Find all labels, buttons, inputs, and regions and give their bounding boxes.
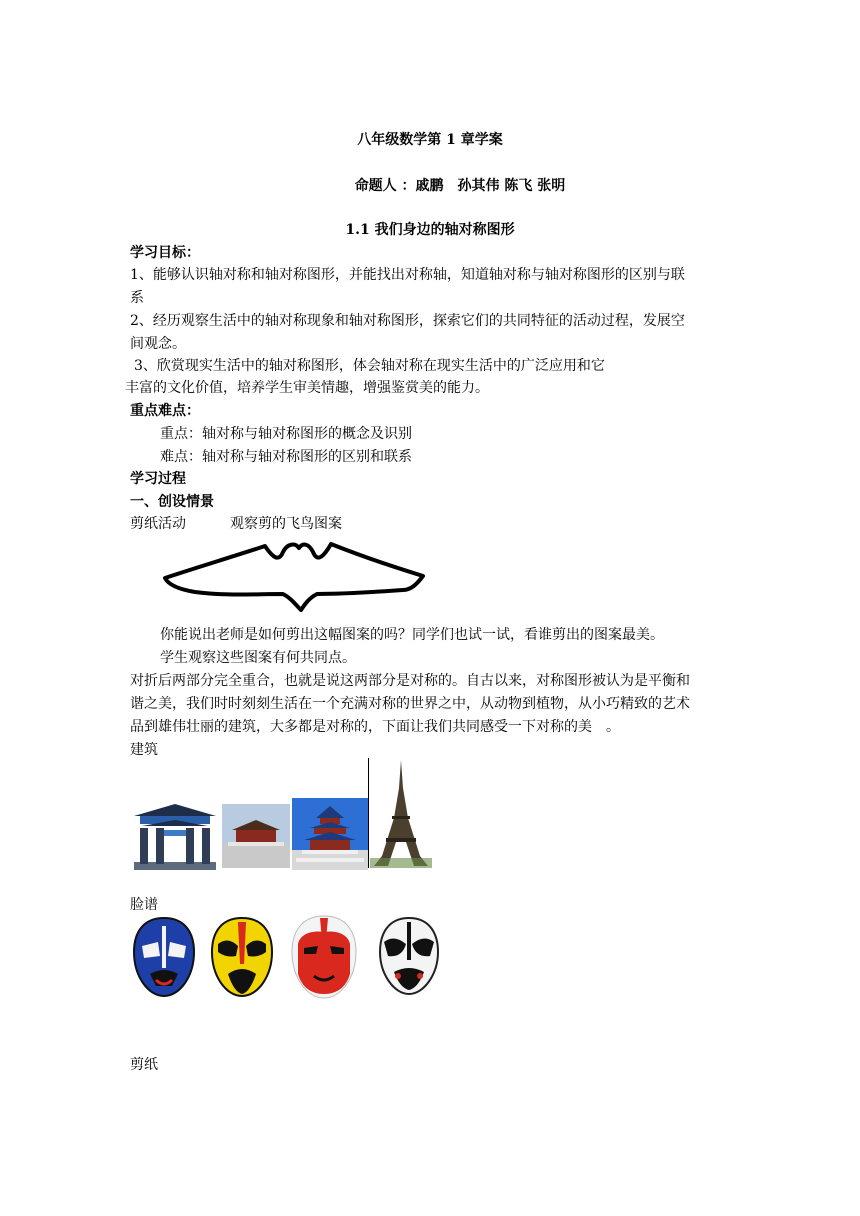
focus-key: 重点：轴对称与轴对称图形的概念及识别 <box>160 426 412 442</box>
white-mask-image <box>378 916 440 996</box>
section-title: 1.1 我们身边的轴对称图形 <box>345 222 515 238</box>
papercut-activity-label: 剪纸活动 <box>130 516 186 532</box>
architecture-label: 建筑 <box>130 742 158 758</box>
doc-title: 八年级数学第 1 章学案 <box>357 132 503 148</box>
masks-label: 脸谱 <box>130 897 158 913</box>
goal-1-line-b: 系 <box>130 290 144 306</box>
observe-bird-label: 观察剪的飞鸟图案 <box>230 516 342 532</box>
red-mask-image <box>290 914 358 1000</box>
palace-photo <box>222 804 290 868</box>
paragraph-line-1: 对折后两部分完全重合，也就是说这两部分是对称的。自古以来，对称图形被认为是平衡和 <box>130 673 690 689</box>
yellow-mask-image <box>210 916 274 998</box>
eiffel-tower-photo <box>370 758 432 868</box>
goal-3-line-a: 3、欣赏现实生活中的轴对称图形，体会轴对称在现实生活中的广泛应用和它 <box>134 358 605 374</box>
doc-authors: 命题人 ：戚鹏 孙其伟 陈飞 张明 <box>354 178 566 194</box>
bird-outline <box>165 544 423 610</box>
goal-2-line-b: 间观念。 <box>130 336 186 352</box>
goal-2-line-a: 2、经历观察生活中的轴对称现象和轴对称图形，探索它们的共同特征的活动过程，发展空 <box>130 313 685 329</box>
blue-mask-image <box>132 916 196 998</box>
focus-heading: 重点难点： <box>130 403 200 419</box>
paragraph-line-2: 谐之美，我们时时刻刻生活在一个充满对称的世界之中，从动物到植物，从小巧精致的艺术 <box>130 696 690 712</box>
archway-photo <box>130 798 220 870</box>
process-heading: 学习过程 <box>130 471 186 487</box>
image-divider <box>368 758 369 868</box>
process-sub-1: 一、创设情景 <box>130 494 214 510</box>
bird-cutout-figure <box>155 538 435 614</box>
papercut-label: 剪纸 <box>130 1057 158 1073</box>
temple-of-heaven-photo <box>292 798 368 870</box>
goals-heading: 学习目标： <box>130 245 200 261</box>
question-1: 你能说出老师是如何剪出这幅图案的吗？同学们也试一试，看谁剪出的图案最美。 <box>160 627 664 643</box>
focus-hard: 难点：轴对称与轴对称图形的区别和联系 <box>160 449 412 465</box>
goal-1-line-a: 1、能够认识轴对称和轴对称图形，并能找出对称轴，知道轴对称与轴对称图形的区别与联 <box>130 267 685 283</box>
goal-3-line-b: 丰富的文化价值，培养学生审美情趣，增强鉴赏美的能力。 <box>125 380 489 396</box>
question-2: 学生观察这些图案有何共同点。 <box>160 650 356 666</box>
paragraph-line-3: 品到雄伟壮丽的建筑，大多都是对称的，下面让我们共同感受一下对称的美 。 <box>130 719 620 735</box>
